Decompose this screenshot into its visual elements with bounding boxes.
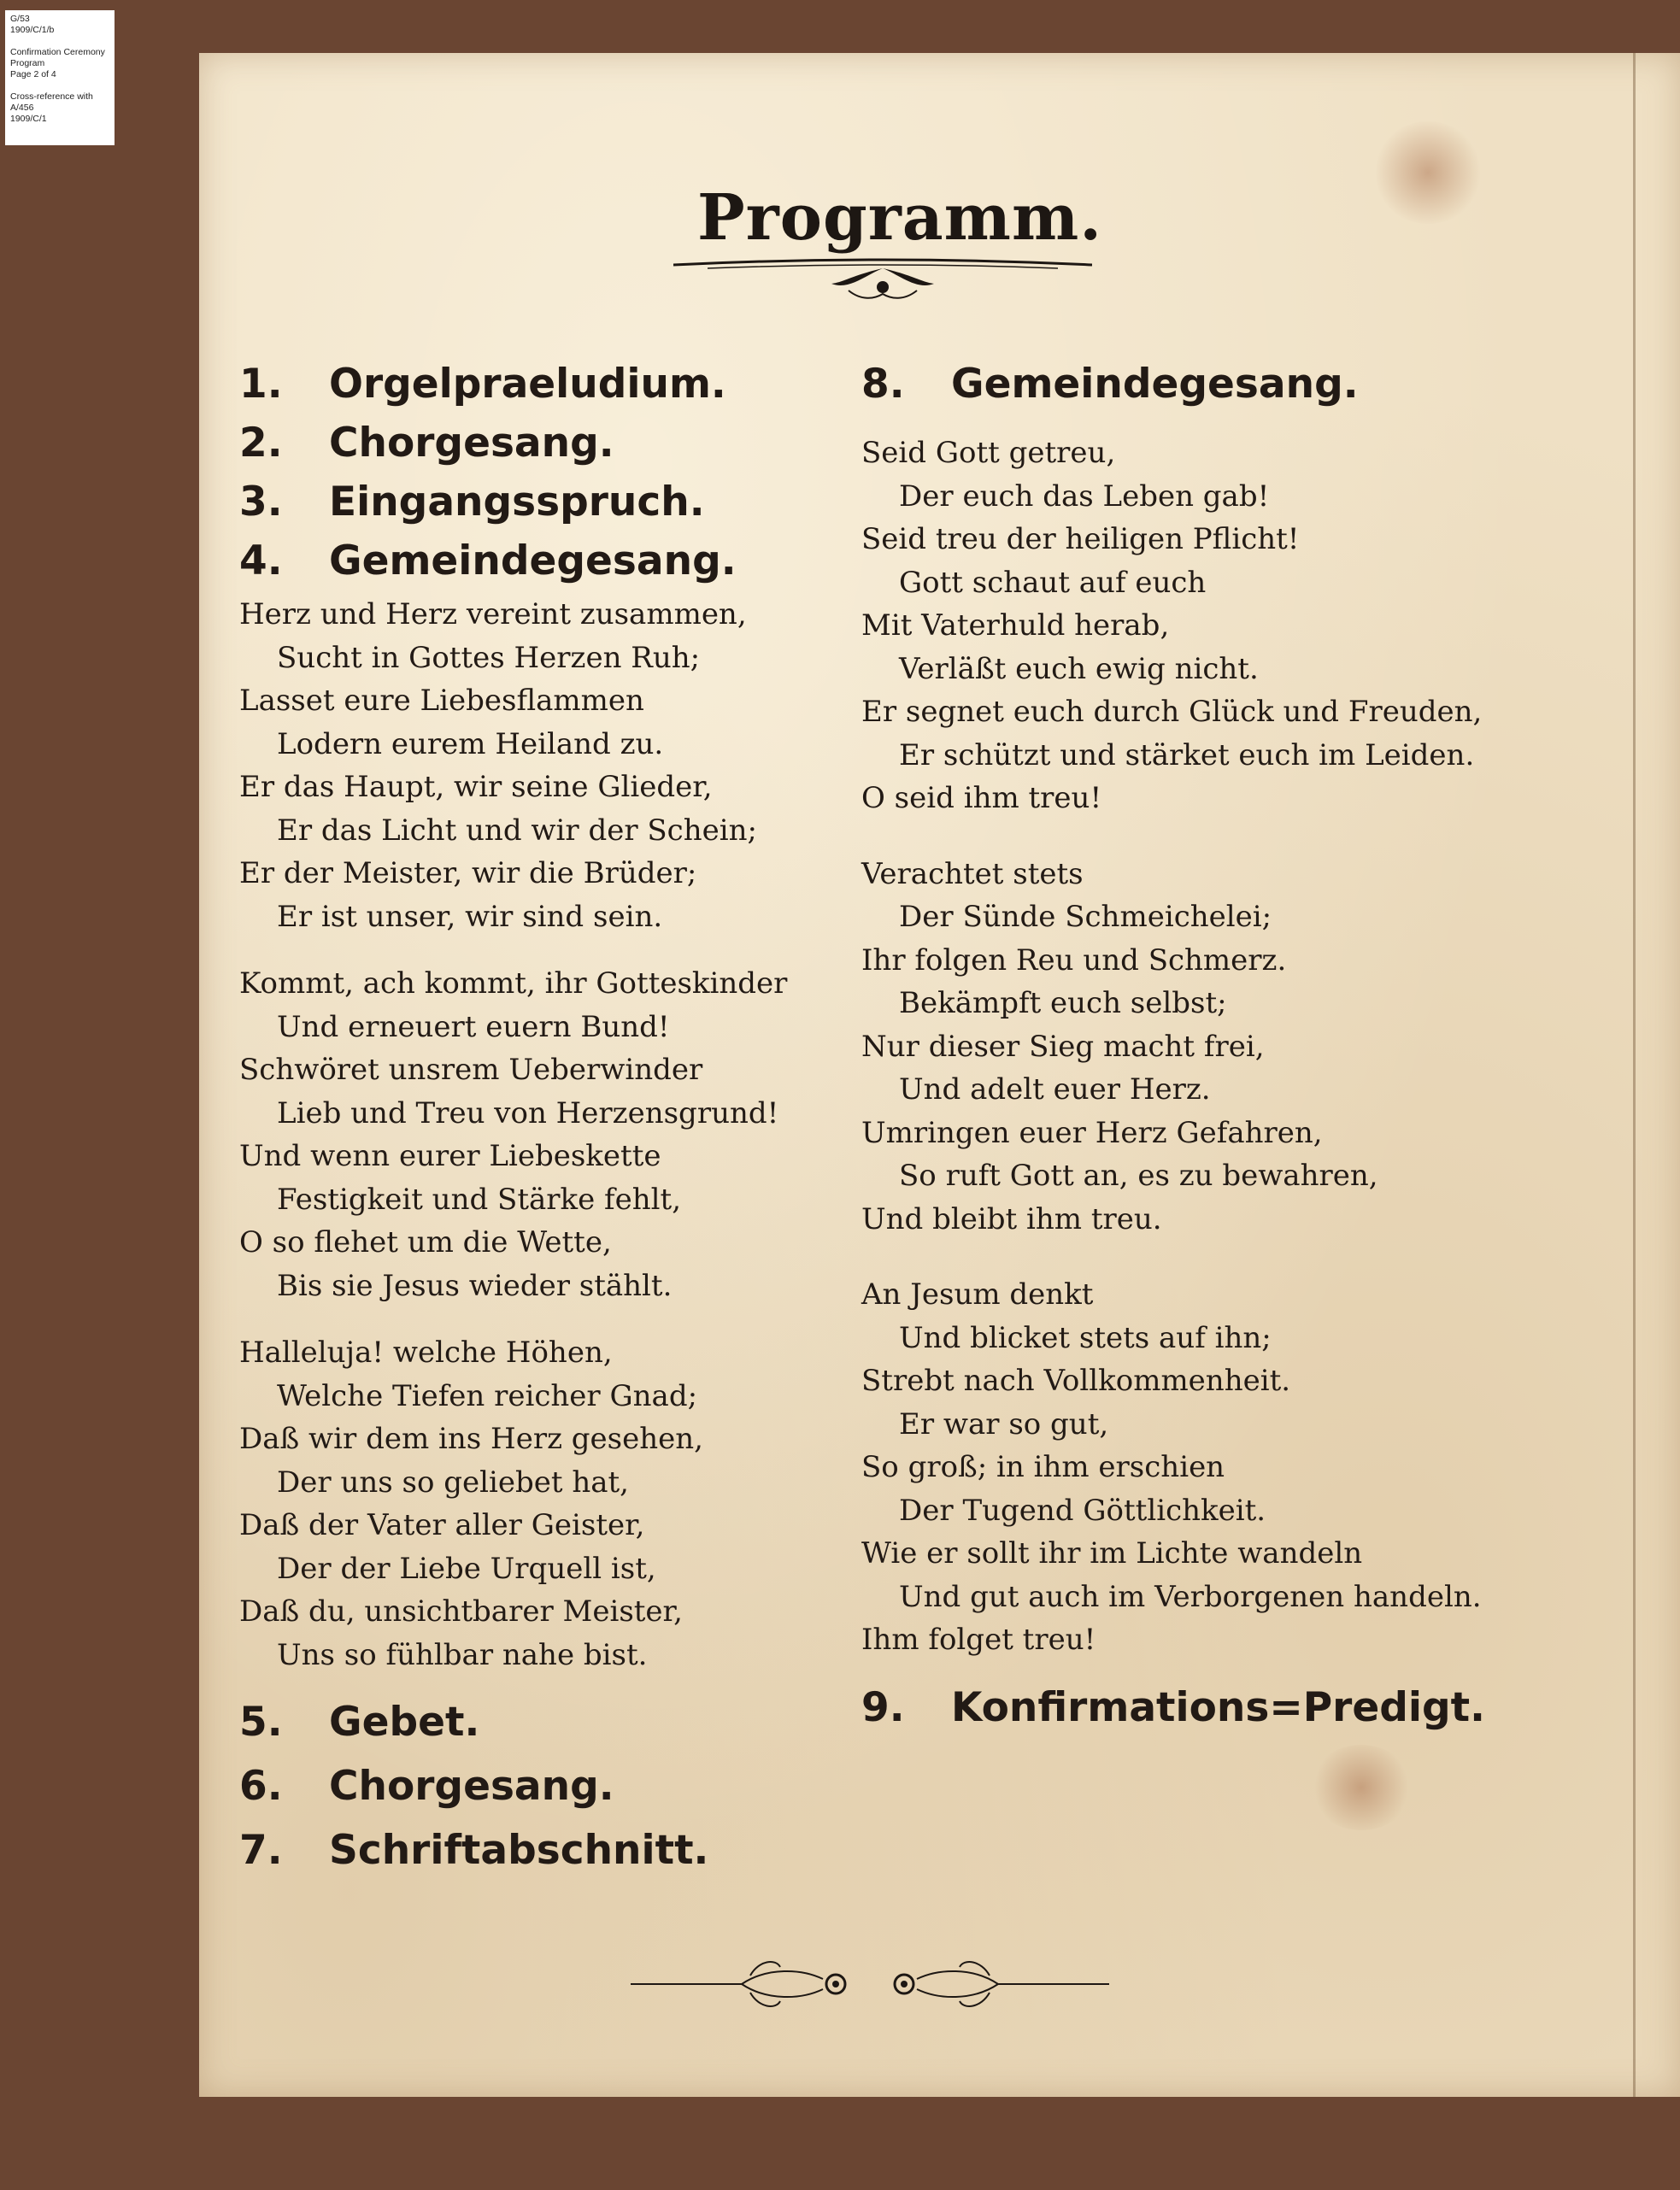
verse-line: Lodern eurem Heiland zu. bbox=[277, 726, 664, 761]
verse-line: Ihr folgen Reu und Schmerz. bbox=[861, 942, 1287, 978]
verse-line: Gott schaut auf euch bbox=[899, 565, 1207, 600]
verse-line: So groß; in ihm erschien bbox=[861, 1450, 1225, 1484]
item-title: Chorgesang. bbox=[329, 1763, 614, 1810]
verse-line: Der Tugend Göttlichkeit. bbox=[899, 1493, 1266, 1528]
label-spacer bbox=[10, 36, 109, 47]
verse-line: Er das Licht und wir der Schein; bbox=[277, 813, 757, 848]
program-item-1 bbox=[239, 361, 923, 408]
hymn-stanza-1 bbox=[861, 432, 1648, 820]
heading-flourish bbox=[673, 250, 1092, 309]
verse-line: Mit Vaterhuld herab, bbox=[861, 608, 1170, 643]
item-title: Orgelpraeludium. bbox=[329, 361, 726, 408]
program-heading: Programm. bbox=[696, 181, 1103, 255]
verse-line: Umringen euer Herz Gefahren, bbox=[861, 1115, 1323, 1150]
item-title: Schriftabschnitt. bbox=[329, 1827, 709, 1874]
verse-line: Nur dieser Sieg macht frei, bbox=[861, 1029, 1265, 1064]
verse-line: Der uns so geliebet hat, bbox=[277, 1465, 629, 1500]
left-column bbox=[239, 361, 923, 1874]
verse-line: Er war so gut, bbox=[899, 1406, 1109, 1441]
program-item-4 bbox=[239, 537, 923, 584]
verse-line: Und adelt euer Herz. bbox=[899, 1072, 1211, 1107]
verse-line: Halleluja! welche Höhen, bbox=[239, 1336, 613, 1370]
water-stain bbox=[1310, 1745, 1413, 1830]
hymn-stanza-2 bbox=[239, 962, 923, 1307]
item-title: Gebet. bbox=[329, 1699, 480, 1746]
verse-line: Wie er sollt ihr im Lichte wandeln bbox=[861, 1536, 1363, 1571]
verse-line: Er der Meister, wir die Brüder; bbox=[239, 856, 697, 890]
verse-line: Der der Liebe Urquell ist, bbox=[277, 1551, 656, 1586]
verse-line: An Jesum denkt bbox=[861, 1277, 1094, 1312]
verse-line: Seid treu der heiligen Pflicht! bbox=[861, 522, 1300, 556]
right-column bbox=[861, 361, 1648, 1731]
label-line: G/53 bbox=[10, 14, 30, 24]
verse-line: Verläßt euch ewig nicht. bbox=[899, 651, 1259, 686]
hymn-stanza-3 bbox=[861, 1273, 1648, 1662]
hymn-stanza-1 bbox=[239, 593, 923, 938]
label-line: Confirmation Ceremony bbox=[10, 47, 105, 57]
verse-line: Verachtet stets bbox=[861, 856, 1084, 891]
label-line: Page 2 of 4 bbox=[10, 69, 56, 79]
label-line: 1909/C/1/b bbox=[10, 25, 55, 35]
verse-line: Bis sie Jesus wieder stählt. bbox=[277, 1268, 673, 1303]
program-item-7 bbox=[239, 1827, 923, 1874]
program-item-5 bbox=[239, 1699, 923, 1746]
verse-line: Der euch das Leben gab! bbox=[899, 479, 1270, 514]
verse-line: Er segnet euch durch Glück und Freuden, bbox=[861, 695, 1483, 729]
item-title: Gemeindegesang. bbox=[329, 537, 737, 584]
verse-line: O so flehet um die Wette, bbox=[239, 1225, 612, 1259]
item-title: Eingangsspruch. bbox=[329, 479, 705, 525]
label-line: Cross-reference with bbox=[10, 91, 93, 102]
verse-line: Bekämpft euch selbst; bbox=[899, 986, 1227, 1020]
program-item-3 bbox=[239, 479, 923, 525]
item-number: 4. bbox=[239, 537, 283, 584]
verse-line: Welche Tiefen reicher Gnad; bbox=[277, 1378, 698, 1413]
verse-line: Festigkeit und Stärke fehlt, bbox=[277, 1182, 681, 1217]
verse-line: Der Sünde Schmeichelei; bbox=[899, 900, 1272, 934]
program-item-6 bbox=[239, 1763, 923, 1810]
verse-line: Lieb und Treu von Herzensgrund! bbox=[277, 1095, 779, 1130]
item-number: 1. bbox=[239, 361, 283, 408]
label-spacer bbox=[10, 80, 109, 91]
verse-line: O seid ihm treu! bbox=[861, 781, 1102, 815]
water-stain bbox=[1372, 121, 1483, 224]
item-title: Gemeindegesang. bbox=[951, 361, 1359, 408]
archive-label bbox=[5, 10, 115, 145]
item-title: Chorgesang. bbox=[329, 420, 614, 467]
verse-line: Sucht in Gottes Herzen Ruh; bbox=[277, 640, 701, 675]
verse-line: Er schützt und stärket euch im Leiden. bbox=[899, 737, 1475, 772]
verse-line: Uns so fühlbar nahe bist. bbox=[277, 1637, 648, 1672]
label-line: A/456 bbox=[10, 103, 34, 113]
item-number: 6. bbox=[239, 1763, 283, 1810]
verse-line: Und erneuert euern Bund! bbox=[277, 1009, 670, 1044]
verse-line: Und bleibt ihm treu. bbox=[861, 1201, 1162, 1236]
program-item-2 bbox=[239, 420, 923, 467]
label-line: Program bbox=[10, 58, 45, 68]
label-line: 1909/C/1 bbox=[10, 114, 47, 124]
verse-line: Herz und Herz vereint zusammen, bbox=[239, 597, 747, 631]
verse-line: Und wenn eurer Liebeskette bbox=[239, 1139, 661, 1173]
verse-line: Ihm folget treu! bbox=[861, 1623, 1096, 1657]
bottom-flourish bbox=[631, 1950, 1109, 2018]
verse-line: Und blicket stets auf ihn; bbox=[899, 1320, 1272, 1355]
item-number: 7. bbox=[239, 1827, 283, 1874]
verse-line: Schwöret unsrem Ueberwinder bbox=[239, 1053, 703, 1087]
item-number: 8. bbox=[861, 361, 905, 408]
verse-line: Seid Gott getreu, bbox=[861, 436, 1116, 470]
program-item-9 bbox=[861, 1684, 1648, 1731]
verse-line: So ruft Gott an, es zu bewahren, bbox=[899, 1159, 1378, 1193]
verse-line: Er ist unser, wir sind sein. bbox=[277, 899, 663, 934]
item-number: 9. bbox=[861, 1683, 905, 1731]
item-number: 3. bbox=[239, 479, 283, 525]
item-title: Konfirmations=Predigt. bbox=[951, 1683, 1485, 1731]
verse-line: Lasset eure Liebesflammen bbox=[239, 684, 644, 718]
verse-line: Strebt nach Vollkommenheit. bbox=[861, 1364, 1291, 1398]
hymn-stanza-2 bbox=[861, 853, 1648, 1242]
item-number: 2. bbox=[239, 420, 283, 467]
verse-line: Kommt, ach kommt, ihr Gotteskinder bbox=[239, 966, 788, 1001]
verse-line: Und gut auch im Verborgenen handeln. bbox=[899, 1579, 1482, 1614]
verse-line: Er das Haupt, wir seine Glieder, bbox=[239, 770, 713, 804]
verse-line: Daß wir dem ins Herz gesehen, bbox=[239, 1422, 703, 1456]
program-page bbox=[199, 53, 1680, 2097]
program-item-8 bbox=[861, 361, 1648, 408]
verse-line: Daß der Vater aller Geister, bbox=[239, 1508, 645, 1542]
verse-line: Daß du, unsichtbarer Meister, bbox=[239, 1594, 683, 1629]
hymn-stanza-3 bbox=[239, 1331, 923, 1676]
item-number: 5. bbox=[239, 1699, 283, 1746]
